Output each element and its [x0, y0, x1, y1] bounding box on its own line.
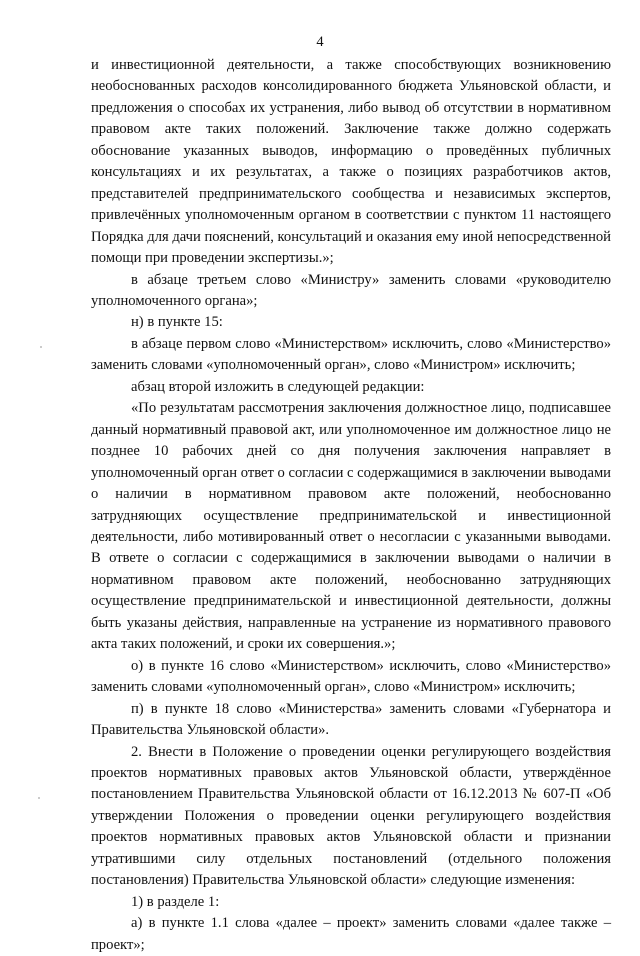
paragraph-item-o: о) в пункте 16 слово «Министерством» исключить, слово «Министерство» заменить словами «уполномоченный орган», слово «Министром» исключить; [91, 657, 611, 696]
scan-speck [38, 797, 40, 799]
scan-speck [40, 346, 42, 348]
page-number: 4 [316, 34, 324, 50]
paragraph-item-n: н) в пункте 15: [131, 314, 223, 331]
document-body [91, 55, 611, 956]
paragraph-section-1-intro: 1) в разделе 1: [131, 893, 220, 910]
paragraph-item-a: а) в пункте 1.1 слова «далее – проект» заменить словами «далее также – проект»; [91, 915, 611, 953]
paragraph-section-2: 2. Внести в Положение о проведении оценки регулирующего воздействия проектов нормативных правовых актов Ульяновской области, утверждённое постановлением Правительства Ульяновской области от 16.12.2013 № 607-П «Об утверждении Положения о проведении оценки регулирующего воздействия проектов нормативных правовых актов Ульяновской области и признании утратившими силу отдельных постановлений (отдельного положения постановления) Правительства Ульяновской области» следующие изменения: [91, 743, 611, 889]
paragraph-item-p: п) в пункте 18 слово «Министерства» заменить словами «Губернатора и Правительства Ульяновской области». [91, 700, 611, 739]
paragraph-amend-first-abzac: в абзаце первом слово «Министерством» исключить, слово «Министерство» заменить словами «уполномоченный орган», слово «Министром» исключить; [91, 335, 611, 374]
paragraph-amend-third-abzac: в абзаце третьем слово «Министру» заменить словами «руководителю уполномоченного органа»; [91, 271, 611, 309]
paragraph-quoted-new-wording: «По результатам рассмотрения заключения должностное лицо, подписавшее данный нормативный правовой акт, или уполномоченное им должностное лицо не позднее 10 рабочих дней со дня получения заключения направляет в уполномоченный орган ответ о согласии с содержащимися в заключении выводами о наличии в нормативном правовом акте положений, необоснованно затрудняющих осуществление предпринимательской и инвестиционной деятельности, либо мотивированный ответ о несогласии с указанными выводами. В ответе о согласии с содержащимися в заключении выводами о наличии в нормативном правовом акте положений, необоснованно затрудняющих осуществление предпринимательской и инвестиционной деятельности, должны быть указаны действия, направленные на устранение из нормативного правового акта таких положений, и сроки их совершения.»; [91, 400, 611, 653]
paragraph-second-abzac-intro: абзац второй изложить в следующей редакции: [131, 378, 425, 395]
paragraph-continuation: и инвестиционной деятельности, а также способствующих возникновению необоснованных расходов консолидированного бюджета Ульяновской области, и предложения о способах их устранения, либо вывод об отсутствии в нормативном правовом акте таких положений. Заключение также должно содержать обоснование указанных выводов, информацию о проведённых публичных консультациях и их результатах, а также о позициях разработчиков актов, представителей предпринимательского сообщества и независимых экспертов, привлечённых уполномоченным органом в соответствии с пунктом 11 настоящего Порядка для дачи пояснений, консультаций и оказания ему иной непосредственной помощи при проведении экспертизы.»; [91, 57, 611, 267]
